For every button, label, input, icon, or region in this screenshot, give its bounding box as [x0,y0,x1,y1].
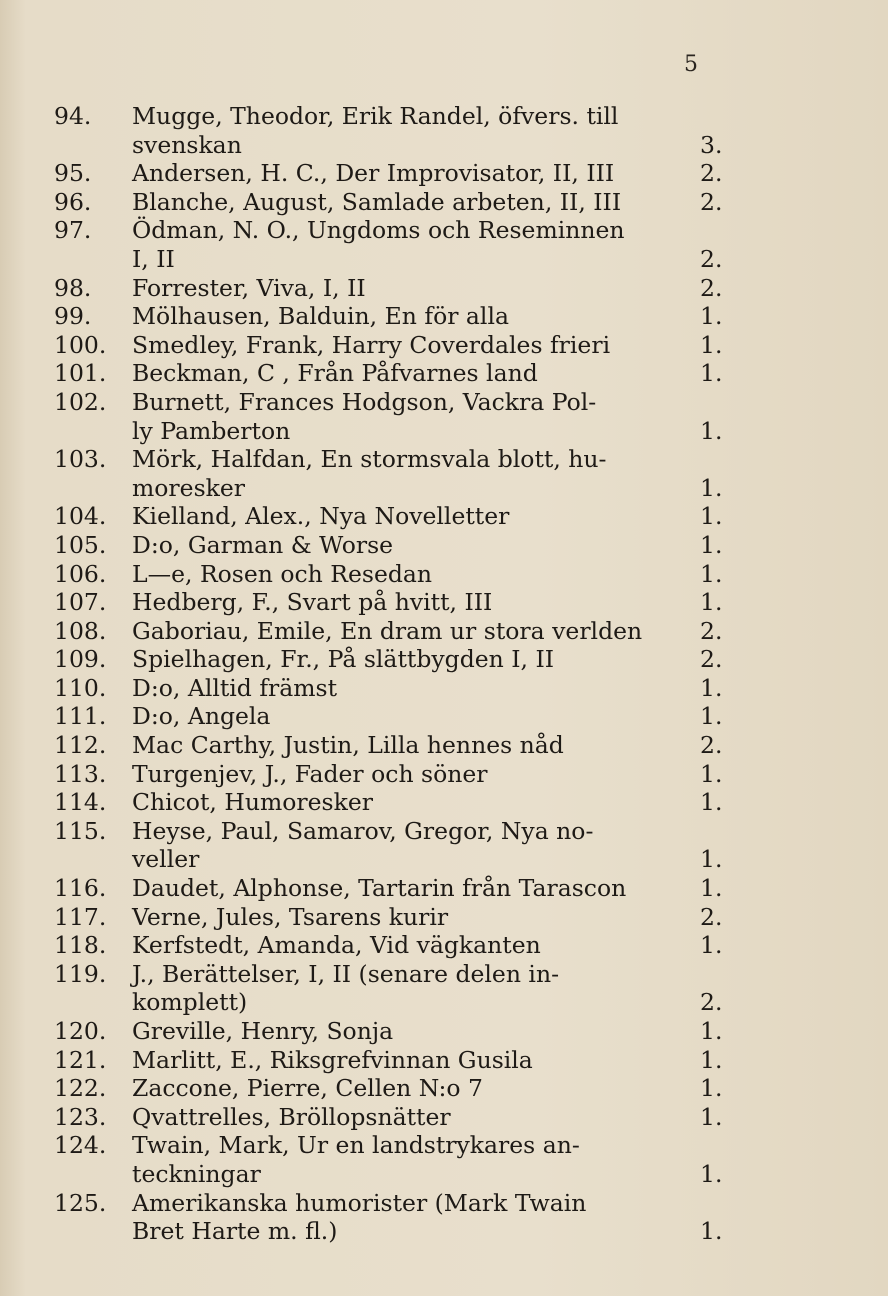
catalog-entry [0,388,888,445]
entry-number: 101. [54,359,107,388]
entry-volume-count: 1. [700,673,723,702]
entry-title: Amerikanska humorister (Mark Twain Bret Harte m. fl.) [132,1188,587,1246]
entry-volume-count: 1. [700,931,723,960]
entry-title: Spielhagen, Fr., På slättbygden I, II [132,645,555,674]
entry-number: 121. [54,1045,107,1074]
entry-volume-count: 1. [700,702,723,731]
entry-volume-count: 1. [700,473,723,502]
entry-title: Daudet, Alphonse, Tartarin från Tarascon [132,874,627,903]
catalog-entry [0,817,888,874]
entry-title: D:o, Garman & Worse [132,530,394,559]
catalog-entry [0,159,888,188]
entry-volume-count: 2. [700,159,723,188]
catalog-entry [0,874,888,903]
catalog-list [0,102,888,1246]
entry-number: 108. [54,616,107,645]
entry-title: Blanche, August, Samlade arbeten, II, III [132,187,622,216]
entry-title: Mac Carthy, Justin, Lilla hennes nåd [132,731,564,760]
catalog-entry [0,188,888,217]
entry-number: 107. [54,588,107,617]
entry-number: 123. [54,1102,107,1131]
entry-title: Greville, Henry, Sonja [132,1017,394,1045]
entry-title: Forrester, Viva, I, II [132,273,366,302]
entry-title: Verne, Jules, Tsarens kurir [132,902,449,931]
entry-number: 119. [54,959,107,988]
entry-title: Zaccone, Pierre, Cellen N:o 7 [132,1074,483,1103]
entry-volume-count: 1. [700,416,723,445]
catalog-entry [0,302,888,331]
entry-title: Qvattrelles, Bröllopsnätter [132,1102,451,1131]
entry-title: Chicot, Humoresker [132,788,373,817]
entry-number: 97. [54,216,92,245]
entry-volume-count: 2. [700,988,723,1017]
catalog-entry [0,674,888,703]
entry-number: 106. [54,559,107,588]
entry-number: 98. [54,273,92,302]
entry-volume-count: 1. [700,1102,723,1131]
entry-title: Gaboriau, Emile, En dram ur stora verlden [132,616,643,645]
entry-volume-count: 2. [700,902,723,931]
catalog-entry [0,216,888,273]
entry-title: Mörk, Halfdan, En stormsvala blott, hu- moresker [132,445,607,502]
catalog-entry [0,1046,888,1075]
catalog-entry [0,445,888,502]
entry-number: 102. [54,387,107,416]
entry-title: J., Berättelser, I, II (senare delen in- komplett) [132,959,560,1017]
catalog-entry [0,731,888,760]
catalog-entry [0,788,888,817]
entry-number: 117. [54,902,107,931]
entry-number: 96. [54,187,92,216]
entry-volume-count: 1. [700,330,723,359]
catalog-entry [0,502,888,531]
entry-volume-count: 2. [700,244,723,273]
entry-title: Beckman, C , Från Påfvarnes land [132,359,538,388]
entry-volume-count: 2. [700,645,723,674]
catalog-entry [0,645,888,674]
catalog-entry [0,760,888,789]
entry-title: Marlitt, E., Riksgrefvinnan Gusila [132,1045,533,1074]
entry-number: 122. [54,1074,107,1103]
entry-title: Ödman, N. O., Ungdoms och Reseminnen I, II [132,216,625,273]
entry-number: 95. [54,159,92,188]
catalog-entry [0,1103,888,1132]
entry-number: 120. [54,1017,107,1045]
catalog-entry [0,1017,888,1046]
entry-number: 103. [54,445,107,474]
entry-number: 111. [54,702,107,731]
catalog-entry [0,903,888,932]
entry-volume-count: 2. [700,616,723,645]
catalog-entry [0,1189,888,1246]
entry-number: 114. [54,788,107,817]
catalog-entry [0,1131,888,1188]
entry-volume-count: 1. [700,1159,723,1188]
entry-number: 104. [54,502,107,531]
entry-volume-count: 1. [700,1074,723,1103]
entry-volume-count: 1. [700,845,723,874]
entry-title: Mugge, Theodor, Erik Randel, öfvers. till svenskan [132,102,619,159]
catalog-entry [0,960,888,1017]
entry-title: Hedberg, F., Svart på hvitt, III [132,588,493,617]
catalog-entry [0,102,888,159]
entry-title: Kielland, Alex., Nya Novelletter [132,502,510,531]
entry-title: Turgenjev, J., Fader och söner [132,759,488,788]
entry-number: 124. [54,1131,107,1160]
page-number: 5 [684,52,698,77]
catalog-entry [0,560,888,589]
entry-volume-count: 2. [700,187,723,216]
entry-number: 105. [54,530,107,559]
catalog-entry [0,588,888,617]
catalog-entry [0,331,888,360]
entry-number: 99. [54,302,92,331]
entry-volume-count: 1. [700,788,723,817]
catalog-entry [0,1074,888,1103]
entry-volume-count: 1. [700,359,723,388]
entry-number: 115. [54,816,107,845]
catalog-entry [0,617,888,646]
entry-number: 125. [54,1188,107,1217]
entry-volume-count: 1. [700,1045,723,1074]
entry-title: Mölhausen, Balduin, En för alla [132,302,509,331]
entry-volume-count: 2. [700,273,723,302]
entry-title: Burnett, Frances Hodgson, Vackra Pol- ly Pamberton [132,387,597,445]
entry-volume-count: 1. [700,759,723,788]
entry-number: 118. [54,931,107,960]
entry-title: L—e, Rosen och Resedan [132,559,433,588]
entry-number: 94. [54,102,92,130]
entry-title: Andersen, H. C., Der Improvisator, II, III [132,159,615,188]
entry-volume-count: 1. [700,588,723,617]
entry-volume-count: 3. [700,130,723,159]
catalog-entry [0,274,888,303]
entry-number: 110. [54,673,107,702]
entry-volume-count: 1. [700,502,723,531]
entry-title: Twain, Mark, Ur en landstrykares an- teckningar [132,1131,580,1188]
catalog-entry [0,702,888,731]
entry-volume-count: 1. [700,1217,723,1246]
entry-volume-count: 2. [700,731,723,760]
entry-number: 116. [54,874,107,903]
catalog-entry [0,931,888,960]
catalog-entry [0,359,888,388]
entry-title: Smedley, Frank, Harry Coverdales frieri [132,330,611,359]
entry-volume-count: 1. [700,530,723,559]
entry-title: Heyse, Paul, Samarov, Gregor, Nya no- veller [132,816,594,874]
entry-volume-count: 1. [700,302,723,331]
entry-number: 112. [54,731,107,760]
entry-title: Kerfstedt, Amanda, Vid vägkanten [132,931,541,960]
entry-volume-count: 1. [700,874,723,903]
catalog-entry [0,531,888,560]
entry-number: 113. [54,759,107,788]
entry-volume-count: 1. [700,1017,723,1045]
entry-volume-count: 1. [700,559,723,588]
entry-number: 100. [54,330,107,359]
entry-title: D:o, Alltid främst [132,673,338,702]
entry-number: 109. [54,645,107,674]
entry-title: D:o, Angela [132,702,271,731]
